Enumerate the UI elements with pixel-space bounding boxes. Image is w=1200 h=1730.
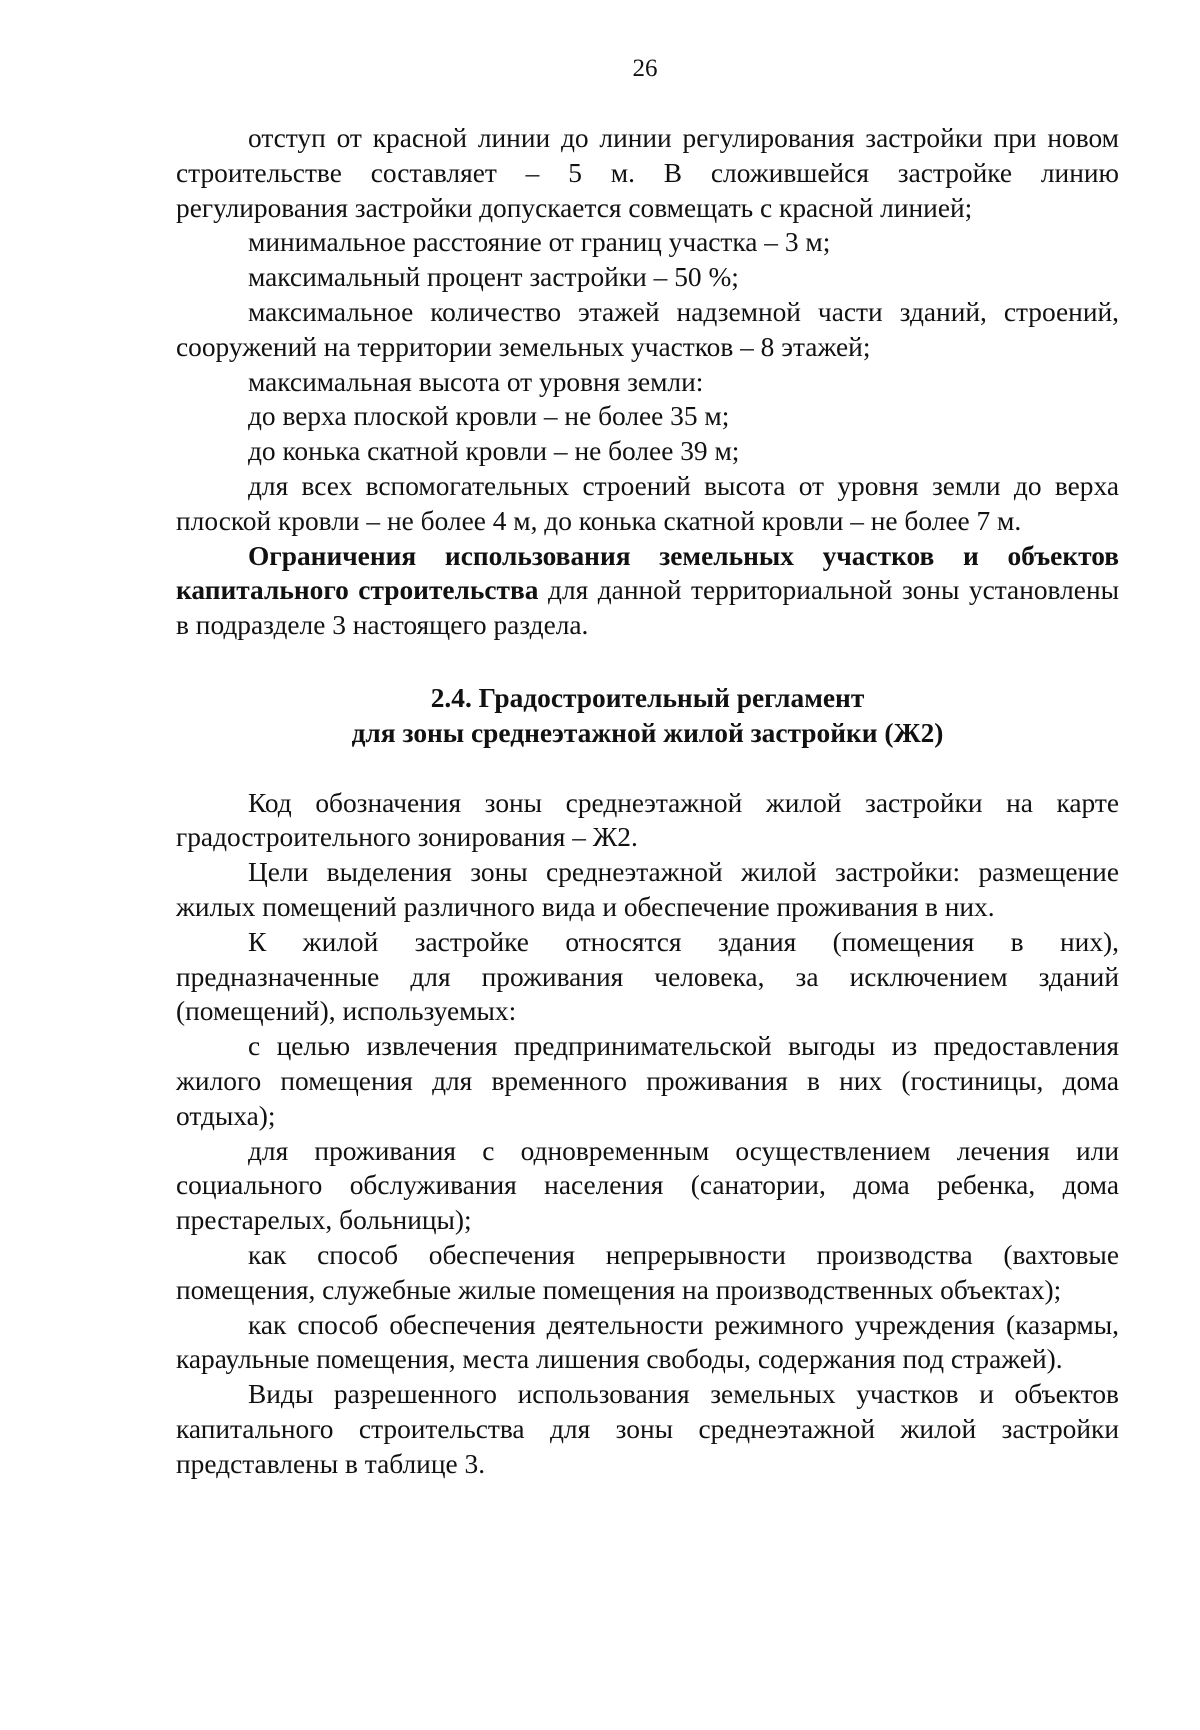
paragraph-zone-goals: Цели выделения зоны среднеэтажной жилой застройки: размещение жилых помещений различного вида и обеспечение проживания в них. — [176, 857, 1119, 922]
paragraph-exception-commercial: с целью извлечения предпринимательской выгоды из предоставления жилого помещения для временного проживания в них (гостиницы, дома отдыха); — [176, 1031, 1119, 1131]
page-number: 26 — [632, 55, 658, 82]
section-heading-line2: для зоны среднеэтажной жилой застройки (Ж2) — [351, 717, 944, 748]
paragraph-min-distance: минимальное расстояние от границ участка – 3 м; — [248, 227, 831, 258]
paragraph-zone-code: Код обозначения зоны среднеэтажной жилой застройки на карте градостроительного зонирования – Ж2. — [176, 787, 1119, 853]
section-heading — [176, 681, 1119, 751]
paragraph-pitched-roof: до конька скатной кровли – не более 39 м; — [248, 436, 740, 467]
paragraph-auxiliary-buildings: для всех вспомогательных строений высота от уровня земли до верха плоской кровли – не более 4 м, до конька скатной кровли – не более 7 м. — [176, 470, 1119, 536]
restrictions-rest: для данной территориальной зоны установлены в подразделе 3 настоящего раздела. — [176, 575, 1120, 641]
document-body — [176, 121, 1119, 1481]
paragraph-exception-regime: как способ обеспечения деятельности режимного учреждения (казармы, караульные помещения, места лишения свободы, содержания под стражей). — [176, 1309, 1119, 1375]
paragraph-setback: отступ от красной линии до линии регулирования застройки при новом строительстве составляет – 5 м. В сложившейся застройке линию регулирования застройки допускается совмещать с красной линией; — [176, 123, 1119, 223]
paragraph-permitted-uses: Виды разрешенного использования земельных участков и объектов капитального строительства для зоны среднеэтажной жилой застройки представлены в таблице 3. — [176, 1379, 1119, 1479]
paragraph-exception-medical: для проживания с одновременным осуществлением лечения или социального обслуживания населения (санатории, дома ребенка, дома престарелых, больницы); — [176, 1135, 1119, 1236]
paragraph-residential-definition: К жилой застройке относятся здания (помещения в них), предназначенные для проживания человека, за исключением зданий (помещений), используемых: — [176, 926, 1119, 1027]
paragraph-max-floors: максимальное количество этажей надземной части зданий, строений, сооружений на территории земельных участков – 8 этажей; — [176, 296, 1119, 362]
paragraph-max-height: максимальная высота от уровня земли: — [248, 366, 704, 397]
paragraph-flat-roof: до верха плоской кровли – не более 35 м; — [248, 401, 730, 432]
paragraph-restrictions — [176, 539, 1119, 643]
paragraph-max-coverage: максимальный процент застройки – 50 %; — [248, 262, 739, 293]
section-heading-line1: 2.4. Градостроительный регламент — [430, 682, 865, 713]
paragraph-exception-production: как способ обеспечения непрерывности производства (вахтовые помещения, служебные жилые помещения на производственных объектах); — [176, 1239, 1119, 1305]
restrictions-bold: Ограничения использования земельных участков и объектов капитального строительства — [176, 540, 1119, 606]
